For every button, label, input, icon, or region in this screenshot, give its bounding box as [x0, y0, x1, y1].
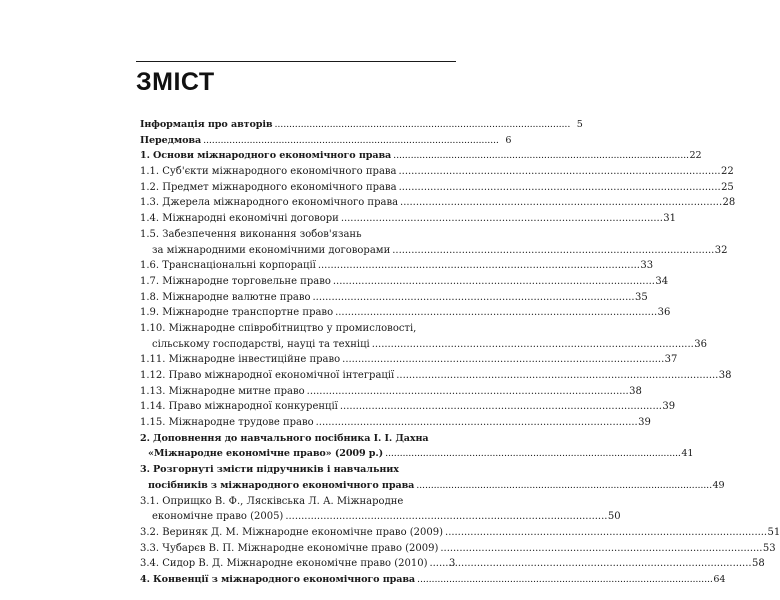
dot-leader — [275, 119, 569, 130]
dot-leader — [340, 401, 660, 412]
toc-entry — [136, 213, 677, 229]
toc-entry-title: економічне право (2005) — [152, 511, 284, 523]
top-rule — [136, 61, 456, 62]
toc-entry — [136, 573, 726, 590]
toc-entry-page: 5 — [576, 119, 583, 130]
toc-entry-title: сільському господарстві, науці та техніці — [152, 338, 370, 350]
dot-leader — [429, 558, 749, 569]
toc-entry-page: 39 — [662, 401, 676, 413]
toc-entry-page: 35 — [634, 291, 648, 303]
toc-entry — [136, 197, 736, 213]
toc-entry — [136, 307, 671, 323]
toc-entry-title: 1.9. Міжнародне транспортне право — [140, 307, 334, 319]
toc-entry — [136, 448, 694, 464]
toc-entry-title: 1.4. Міжнародні економічні договори — [140, 213, 339, 225]
toc-entry-title: 1.7. Міжнародне торговельне право — [140, 275, 331, 287]
dot-leader — [316, 417, 636, 428]
toc-entry-title: 1.11. Міжнародне інвестиційне право — [140, 354, 341, 366]
toc-entry-page: 22 — [689, 150, 702, 162]
toc-entry-page: 39 — [638, 417, 651, 429]
toc-entry — [136, 542, 776, 559]
toc-entry — [136, 526, 780, 543]
toc-entry-title: 1.12. Право міжнародної економічної інтеграції — [140, 370, 395, 381]
toc-entry-title: Передмова — [140, 134, 202, 146]
toc-entry-title: за міжнародними економічними договорами — [152, 244, 391, 256]
toc-entry — [136, 558, 765, 574]
dot-leader — [342, 354, 662, 365]
dot-leader — [399, 166, 719, 177]
dot-leader — [318, 260, 638, 271]
toc-entry-page: 31 — [663, 213, 677, 225]
toc-entry-title: 3. Розгорнуті змісти підручників і навчальних — [140, 464, 399, 476]
dot-leader — [445, 527, 765, 538]
toc-entry — [136, 385, 642, 402]
toc-entry-title: «Міжнародне економічне право» (2009 р.) — [148, 448, 384, 460]
toc-entry-page: 64 — [713, 573, 726, 585]
dot-leader — [393, 150, 687, 161]
toc-entry — [136, 291, 648, 308]
toc-entry-title: 3.1. Оприщко В. Ф., Лясківська Л. А. Міжнародне — [140, 495, 404, 507]
toc-entry-page: 38 — [629, 385, 642, 397]
dot-leader — [399, 182, 719, 193]
dot-leader — [385, 448, 679, 459]
toc-entry-page: 28 — [722, 197, 736, 209]
toc-entry-page: 22 — [721, 166, 734, 178]
toc-entry-page: 25 — [721, 181, 734, 193]
toc-entry-title: 1.3. Джерела міжнародного економічного права — [140, 197, 399, 209]
toc-entry-page: 34 — [655, 275, 669, 287]
toc-entry-title: 1.5. Забезпечення виконання зобов'язань — [140, 228, 362, 240]
toc-entry — [136, 150, 702, 166]
toc-entry — [136, 260, 654, 276]
toc-entry — [136, 166, 734, 182]
toc-entry-title: 1.2. Предмет міжнародного економічного права — [140, 181, 397, 193]
toc-entry-title: 3.2. Вериняк Д. М. Міжнародне економічне право (2009) — [140, 526, 444, 538]
toc-entry-title: 3.4. Сидор В. Д. Міжнародне економічне право (2010) — [140, 558, 428, 570]
dot-leader — [440, 543, 760, 554]
dot-leader — [341, 213, 661, 224]
dot-leader — [417, 574, 711, 585]
toc-entry — [136, 479, 725, 496]
toc-entry-title: 1.14. Право міжнародної конкуренції — [140, 401, 338, 413]
toc-entry-page: 36 — [657, 307, 671, 319]
page-number: 3 — [449, 558, 456, 569]
toc-entry-page: 36 — [694, 338, 707, 350]
toc-entry-title: 1.8. Міжнародне валютне право — [140, 291, 311, 303]
toc-entry-title: 1. Основи міжнародного економічного права — [140, 150, 392, 162]
toc-entry-page: 58 — [751, 558, 765, 570]
toc-entry — [136, 496, 457, 512]
toc-entry — [136, 119, 583, 135]
toc-entry-title: посібників з міжнародного економічного права — [148, 479, 415, 491]
toc-entry-title: 1.13. Міжнародне митне право — [140, 385, 305, 397]
toc-entry-page: 51 — [767, 526, 780, 538]
dot-leader — [335, 307, 655, 318]
toc-entry — [136, 354, 678, 370]
dot-leader — [372, 339, 692, 350]
toc-entry — [136, 464, 457, 480]
dot-leader — [285, 511, 605, 522]
dot-leader — [400, 197, 720, 208]
dot-leader — [313, 292, 633, 303]
toc-entry-page: 49 — [712, 479, 725, 491]
toc-entry — [136, 401, 676, 417]
toc-entry — [136, 275, 669, 292]
dot-leader — [396, 370, 716, 381]
toc-entry-title: 3.3. Чубарєв В. П. Міжнародне економічне право (2009) — [140, 542, 439, 554]
dot-leader — [416, 480, 710, 491]
toc-entry-page: 33 — [640, 260, 654, 272]
toc-entry-title: Інформація про авторів — [140, 119, 273, 130]
toc-entry-title: 1.15. Міжнародне трудове право — [140, 417, 314, 429]
toc-entry — [136, 323, 457, 339]
table-of-contents — [136, 119, 780, 590]
toc-entry — [136, 433, 457, 449]
toc-entry-title: 1.6. Транснаціональні корпорації — [140, 260, 316, 272]
toc-entry — [136, 244, 728, 261]
toc-entry — [136, 338, 707, 355]
toc-entry-page: 53 — [762, 542, 776, 554]
toc-entry-title: 4. Конвенції з міжнародного економічного права — [140, 573, 416, 585]
dot-leader — [392, 245, 712, 256]
toc-entry — [136, 229, 457, 245]
dot-leader — [307, 386, 627, 397]
toc-entry-page: 6 — [505, 134, 512, 146]
page-title: ЗМІСТ — [136, 68, 215, 96]
toc-entry-title: 1.10. Міжнародне співробітництво у промисловості, — [140, 322, 417, 334]
toc-entry — [136, 417, 651, 433]
dot-leader — [203, 135, 497, 146]
toc-entry-page: 50 — [607, 511, 621, 523]
toc-entry — [136, 511, 621, 527]
toc-entry — [136, 134, 512, 151]
toc-entry-page: 37 — [664, 354, 678, 366]
toc-entry — [136, 181, 734, 198]
toc-entry-page: 38 — [718, 370, 732, 381]
toc-entry-page: 41 — [681, 448, 694, 460]
toc-entry-page: 32 — [714, 244, 728, 256]
dot-leader — [333, 276, 653, 287]
toc-entry-title: 2. Доповнення до навчального посібника І. І. Дахна — [140, 432, 429, 444]
toc-entry — [136, 370, 732, 386]
toc-entry-title: 1.1. Суб'єкти міжнародного економічного права — [140, 166, 397, 178]
